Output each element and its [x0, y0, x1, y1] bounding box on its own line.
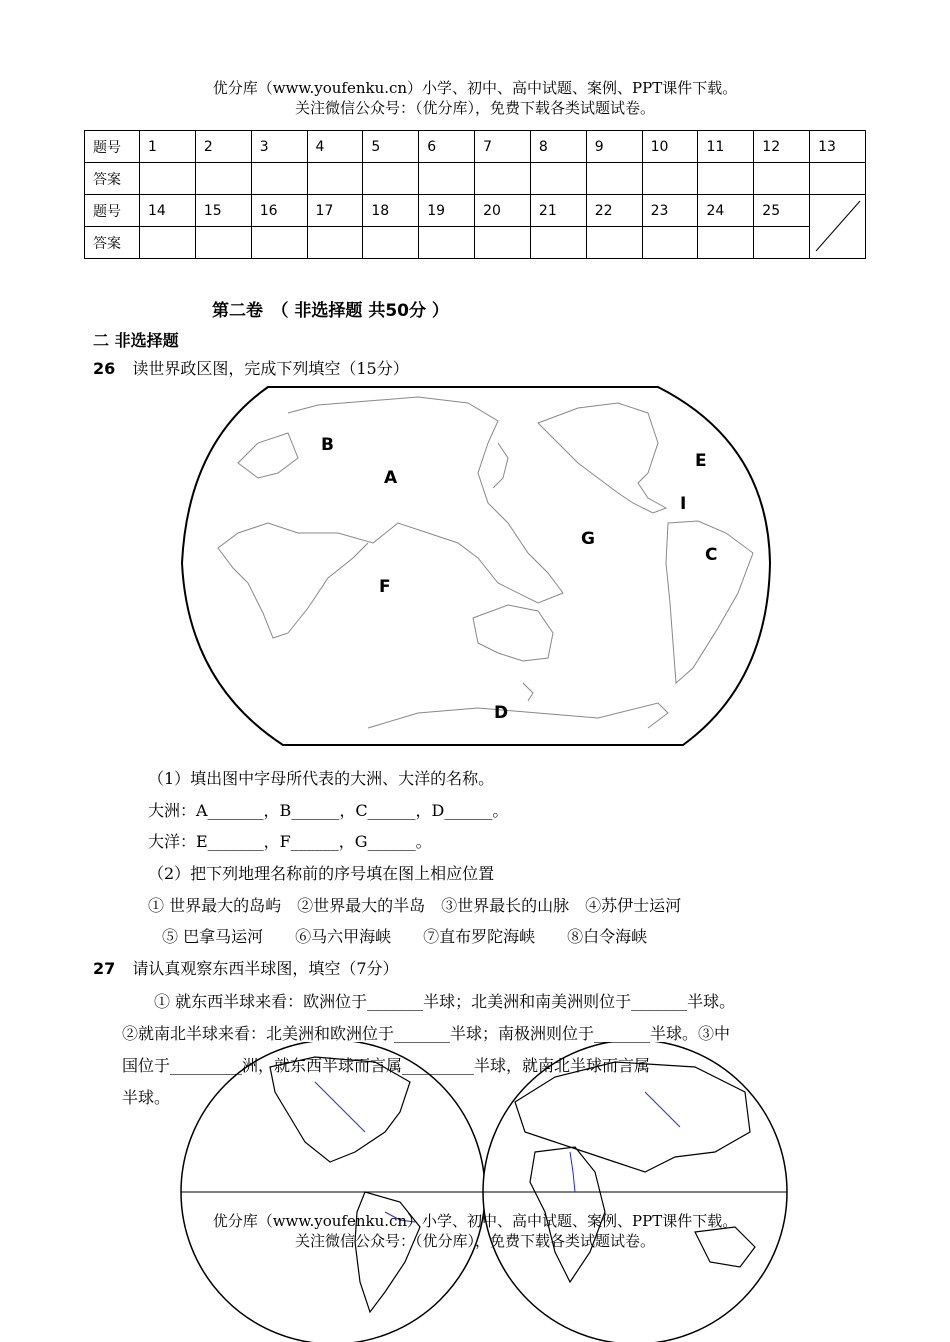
answer-cell[interactable] [530, 227, 586, 259]
map-label-f: F [379, 577, 391, 597]
answer-cell[interactable] [251, 227, 307, 259]
diagonal-cell [810, 195, 866, 259]
row-label: 答案 [85, 163, 140, 195]
map-label-a: A [384, 468, 398, 488]
answer-cell[interactable] [530, 163, 586, 195]
table-row [85, 227, 866, 259]
answer-cell[interactable] [419, 163, 475, 195]
map-label-i: I [680, 494, 687, 514]
map-label-g: G [581, 529, 595, 549]
table-row [85, 163, 866, 195]
q26-heading [93, 358, 409, 380]
footer-line-2: 关注微信公众号：（优分库），免费下载各类试题试卷。 [294, 1232, 655, 1250]
answer-cell[interactable] [307, 163, 363, 195]
table-cell: 20 [475, 195, 531, 227]
table-cell: 10 [642, 131, 698, 163]
table-cell: 15 [195, 195, 251, 227]
q27-line-4: 半球。 [122, 1088, 171, 1107]
header-line-2: 关注微信公众号：（优分库），免费下载各类试题试卷。 [294, 99, 655, 117]
page-header [0, 78, 950, 118]
answer-cell[interactable] [475, 163, 531, 195]
q26-text: 读世界政区图，完成下列填空（15分） [132, 359, 409, 378]
table-cell: 23 [642, 195, 698, 227]
answer-cell[interactable] [698, 163, 754, 195]
table-cell: 11 [698, 131, 754, 163]
q27-body [122, 986, 858, 1114]
table-cell: 4 [307, 131, 363, 163]
q27-heading [93, 958, 399, 980]
map-frame [182, 387, 770, 745]
table-cell: 17 [307, 195, 363, 227]
q27-number: 27 [93, 959, 116, 978]
q26-part1: （1）填出图中字母所代表的大洲、大洋的名称。 [148, 769, 495, 788]
map-label-d: D [494, 703, 509, 723]
table-cell: 24 [698, 195, 754, 227]
answer-cell[interactable] [642, 163, 698, 195]
answer-cell[interactable] [195, 227, 251, 259]
answer-cell[interactable] [363, 227, 419, 259]
q27-line-1: ① 就东西半球来看：欧洲位于_______半球；北美洲和南美洲则位于_______半球。 [154, 992, 736, 1011]
answer-cell[interactable] [307, 227, 363, 259]
table-cell: 21 [530, 195, 586, 227]
table-cell: 3 [251, 131, 307, 163]
table-cell: 25 [754, 195, 810, 227]
table-cell: 2 [195, 131, 251, 163]
table-cell: 9 [586, 131, 642, 163]
q27-line-2: ②就南北半球来看：北美洲和欧洲位于_______半球；南极洲则位于_______半球。③中 [122, 1024, 731, 1043]
table-cell: 7 [475, 131, 531, 163]
table-row [85, 195, 866, 227]
answer-cell[interactable] [140, 163, 196, 195]
q26-part2: （2）把下列地理名称前的序号填在图上相应位置 [148, 864, 495, 883]
answer-cell[interactable] [140, 227, 196, 259]
page-footer [0, 1211, 950, 1251]
table-cell: 6 [419, 131, 475, 163]
answer-cell[interactable] [419, 227, 475, 259]
answer-cell[interactable] [586, 163, 642, 195]
map-label-c: C [705, 545, 718, 565]
answer-cell[interactable] [251, 163, 307, 195]
section-title: 第二卷 （ 非选择题 共50分 ） [212, 301, 449, 321]
table-cell: 12 [754, 131, 810, 163]
table-cell: 14 [140, 195, 196, 227]
q26-number: 26 [93, 359, 116, 378]
table-cell: 13 [810, 131, 866, 163]
answer-cell[interactable] [698, 227, 754, 259]
q26-items-2: ⑤ 巴拿马运河 ⑥马六甲海峡 ⑦直布罗陀海峡 ⑧白令海峡 [162, 927, 648, 946]
answer-cell[interactable] [195, 163, 251, 195]
answer-table [84, 130, 866, 259]
table-row [85, 131, 866, 163]
q27-line-3: 国位于_________洲，就东西半球而言属_________半球，就南北半球而言属 [122, 1056, 651, 1075]
q26-oceans: 大洋：E_______，F______，G______。 [148, 832, 432, 851]
map-label-b: B [321, 435, 334, 455]
answer-cell[interactable] [642, 227, 698, 259]
answer-cell[interactable] [754, 163, 810, 195]
diagonal-line [810, 195, 866, 257]
map-label-e: E [695, 451, 707, 471]
table-cell: 5 [363, 131, 419, 163]
table-cell: 16 [251, 195, 307, 227]
table-cell: 19 [419, 195, 475, 227]
answer-cell[interactable] [586, 227, 642, 259]
table-cell: 18 [363, 195, 419, 227]
table-cell: 8 [530, 131, 586, 163]
table-cell: 1 [140, 131, 196, 163]
q26-items-1: ① 世界最大的岛屿 ②世界最大的半岛 ③世界最长的山脉 ④苏伊士运河 [148, 896, 682, 915]
footer-line-1: 优分库（www.youfenku.cn）小学、初中、高中试题、案例、PPT课件下载。 [212, 1212, 738, 1230]
section-subtitle: 二 非选择题 [93, 331, 179, 350]
world-map [178, 383, 778, 753]
q27-text: 请认真观察东西半球图，填空（7分） [132, 959, 399, 978]
answer-cell[interactable] [475, 227, 531, 259]
q26-continents: 大洲：A_______，B______，C______，D______。 [148, 801, 509, 820]
answer-cell[interactable] [363, 163, 419, 195]
header-line-1: 优分库（www.youfenku.cn）小学、初中、高中试题、案例、PPT课件下载。 [212, 79, 738, 97]
row-label: 题号 [85, 131, 140, 163]
answer-cell[interactable] [810, 163, 866, 195]
table-cell: 22 [586, 195, 642, 227]
row-label: 答案 [85, 227, 140, 259]
answer-cell[interactable] [754, 227, 810, 259]
row-label: 题号 [85, 195, 140, 227]
